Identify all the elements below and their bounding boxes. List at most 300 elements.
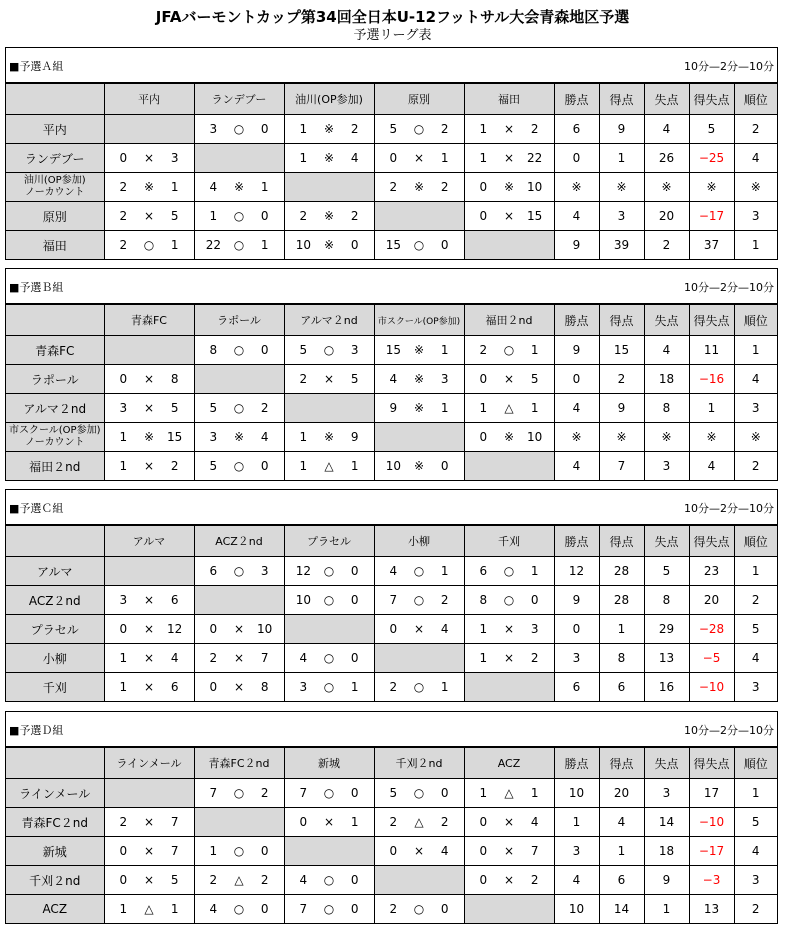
score-for: 1 xyxy=(119,459,128,473)
match-result xyxy=(284,452,374,481)
score-against: 4 xyxy=(350,151,359,165)
goals-against-cell: 3 xyxy=(644,452,689,481)
goals-against-cell: 8 xyxy=(644,394,689,423)
league-table xyxy=(6,747,777,923)
row-team-name: アルマ xyxy=(6,557,104,586)
score-against: 0 xyxy=(440,786,449,800)
score-for: 9 xyxy=(389,401,398,415)
match-result xyxy=(194,837,284,866)
result-mark: ○ xyxy=(413,238,425,252)
result-mark: × xyxy=(143,680,155,694)
column-team-header: 福田２nd xyxy=(464,305,554,336)
self-match-cell xyxy=(374,866,464,895)
rank-cell: 2 xyxy=(734,586,777,615)
score-for: 0 xyxy=(209,680,218,694)
result-mark: ※ xyxy=(413,401,425,415)
score-for: 4 xyxy=(299,651,308,665)
score-against: 1 xyxy=(440,680,449,694)
result-mark: ○ xyxy=(413,593,425,607)
stat-header: 順位 xyxy=(734,84,777,115)
result-mark: ○ xyxy=(233,343,245,357)
match-result xyxy=(104,452,194,481)
result-mark: ※ xyxy=(323,151,335,165)
result-mark: × xyxy=(323,815,335,829)
rank-cell: 2 xyxy=(734,115,777,144)
stat-header: 勝点 xyxy=(554,748,599,779)
match-result xyxy=(374,837,464,866)
column-team-header: 市スクール(OP参加) xyxy=(374,305,464,336)
corner-cell xyxy=(6,84,104,115)
score-for: 3 xyxy=(209,122,218,136)
score-for: 1 xyxy=(209,209,218,223)
result-mark: ○ xyxy=(323,564,335,578)
score-against: 2 xyxy=(530,873,539,887)
score-for: 2 xyxy=(389,180,398,194)
goals-against-cell: 26 xyxy=(644,144,689,173)
goal-difference-cell: −28 xyxy=(689,615,734,644)
score-for: 4 xyxy=(209,902,218,916)
goal-difference-cell: 1 xyxy=(689,394,734,423)
score-for: 1 xyxy=(119,680,128,694)
match-result xyxy=(194,231,284,260)
score-for: 5 xyxy=(299,343,308,357)
stat-header: 得点 xyxy=(599,305,644,336)
score-against: 2 xyxy=(440,180,449,194)
match-result xyxy=(374,115,464,144)
goals-against-cell: 14 xyxy=(644,808,689,837)
table-row xyxy=(6,615,777,644)
self-match-cell xyxy=(284,173,374,202)
match-result xyxy=(284,423,374,452)
column-team-header: 新城 xyxy=(284,748,374,779)
rank-cell: 3 xyxy=(734,202,777,231)
table-row xyxy=(6,866,777,895)
match-result xyxy=(464,866,554,895)
result-mark: × xyxy=(143,873,155,887)
score-for: 0 xyxy=(389,151,398,165)
goals-for-cell: 1 xyxy=(599,837,644,866)
score-against: 5 xyxy=(170,873,179,887)
row-team-name: プラセル xyxy=(6,615,104,644)
points-cell: ※ xyxy=(554,173,599,202)
table-row xyxy=(6,365,777,394)
score-for: 6 xyxy=(209,564,218,578)
group-header xyxy=(6,269,777,304)
rank-cell: ※ xyxy=(734,173,777,202)
score-for: 12 xyxy=(295,564,311,578)
row-team-name: ラポール xyxy=(6,365,104,394)
match-result xyxy=(194,452,284,481)
table-row xyxy=(6,586,777,615)
corner-cell xyxy=(6,748,104,779)
self-match-cell xyxy=(104,336,194,365)
score-for: 1 xyxy=(299,459,308,473)
match-result xyxy=(464,336,554,365)
score-against: 8 xyxy=(260,680,269,694)
result-mark: × xyxy=(143,372,155,386)
goals-against-cell: 13 xyxy=(644,644,689,673)
score-against: 1 xyxy=(440,151,449,165)
goal-difference-cell: ※ xyxy=(689,173,734,202)
points-cell: 6 xyxy=(554,115,599,144)
score-against: 3 xyxy=(350,343,359,357)
result-mark: △ xyxy=(234,873,244,887)
match-result xyxy=(284,779,374,808)
self-match-cell xyxy=(194,808,284,837)
result-mark: ○ xyxy=(413,122,425,136)
match-result xyxy=(464,115,554,144)
result-mark: ○ xyxy=(323,873,335,887)
result-mark: × xyxy=(233,622,245,636)
points-cell: 4 xyxy=(554,866,599,895)
points-cell: 3 xyxy=(554,644,599,673)
result-mark: × xyxy=(413,151,425,165)
result-mark: × xyxy=(143,151,155,165)
stat-header: 順位 xyxy=(734,305,777,336)
score-for: 3 xyxy=(209,430,218,444)
score-for: 2 xyxy=(119,209,128,223)
stat-header: 勝点 xyxy=(554,305,599,336)
score-for: 1 xyxy=(479,401,488,415)
goals-for-cell: 20 xyxy=(599,779,644,808)
rank-cell: 4 xyxy=(734,144,777,173)
column-team-header: 小柳 xyxy=(374,526,464,557)
result-mark: ※ xyxy=(413,372,425,386)
goal-difference-cell: −17 xyxy=(689,202,734,231)
result-mark: ○ xyxy=(233,786,245,800)
score-for: 2 xyxy=(299,372,308,386)
match-result xyxy=(104,365,194,394)
row-team-name: 千刈 xyxy=(6,673,104,702)
score-for: 1 xyxy=(299,122,308,136)
score-against: 0 xyxy=(260,459,269,473)
result-mark: × xyxy=(143,622,155,636)
result-mark: ※ xyxy=(143,430,155,444)
stat-header: 得失点 xyxy=(689,305,734,336)
score-against: 2 xyxy=(440,593,449,607)
match-result xyxy=(104,144,194,173)
self-match-cell xyxy=(104,779,194,808)
score-against: 0 xyxy=(440,238,449,252)
score-for: 7 xyxy=(299,786,308,800)
score-against: 15 xyxy=(527,209,543,223)
points-cell: 4 xyxy=(554,452,599,481)
stat-header: 得失点 xyxy=(689,526,734,557)
score-against: 2 xyxy=(440,122,449,136)
score-against: 10 xyxy=(527,430,543,444)
group-name: ■予選Ｄ組 xyxy=(9,724,64,737)
self-match-cell xyxy=(374,644,464,673)
score-against: 1 xyxy=(350,815,359,829)
row-team-name: ラインメール xyxy=(6,779,104,808)
table-row xyxy=(6,336,777,365)
score-for: 0 xyxy=(479,209,488,223)
result-mark: ○ xyxy=(323,902,335,916)
result-mark: ○ xyxy=(233,209,245,223)
match-result xyxy=(104,673,194,702)
result-mark: × xyxy=(413,622,425,636)
stat-header: 勝点 xyxy=(554,526,599,557)
self-match-cell xyxy=(374,423,464,452)
result-mark: × xyxy=(233,651,245,665)
table-row xyxy=(6,423,777,452)
score-against: 2 xyxy=(350,122,359,136)
self-match-cell xyxy=(194,586,284,615)
score-against: 3 xyxy=(170,151,179,165)
match-result xyxy=(104,586,194,615)
match-result xyxy=(464,202,554,231)
score-for: 3 xyxy=(119,401,128,415)
match-result xyxy=(374,673,464,702)
result-mark: ○ xyxy=(413,680,425,694)
stat-header: 失点 xyxy=(644,84,689,115)
self-match-cell xyxy=(464,673,554,702)
match-result xyxy=(464,144,554,173)
score-against: 1 xyxy=(530,343,539,357)
score-against: 4 xyxy=(260,430,269,444)
score-against: 1 xyxy=(260,238,269,252)
result-mark: ※ xyxy=(233,430,245,444)
result-mark: ○ xyxy=(413,564,425,578)
score-against: 9 xyxy=(350,430,359,444)
match-result xyxy=(104,644,194,673)
result-mark: △ xyxy=(414,815,424,829)
result-mark: × xyxy=(143,844,155,858)
score-for: 0 xyxy=(119,151,128,165)
goals-for-cell: 1 xyxy=(599,615,644,644)
result-mark: ※ xyxy=(503,180,515,194)
score-for: 0 xyxy=(209,622,218,636)
score-against: 2 xyxy=(440,815,449,829)
score-for: 3 xyxy=(119,593,128,607)
league-table xyxy=(6,304,777,480)
group-1 xyxy=(5,268,778,481)
result-mark: × xyxy=(143,593,155,607)
table-row xyxy=(6,452,777,481)
result-mark: × xyxy=(503,151,515,165)
score-against: 1 xyxy=(170,902,179,916)
match-result xyxy=(194,866,284,895)
table-row xyxy=(6,895,777,924)
row-team-name: 原別 xyxy=(6,202,104,231)
goals-for-cell: 4 xyxy=(599,808,644,837)
rank-cell: 1 xyxy=(734,557,777,586)
result-mark: ○ xyxy=(323,786,335,800)
table-row xyxy=(6,808,777,837)
self-match-cell xyxy=(284,615,374,644)
match-result xyxy=(194,115,284,144)
goals-against-cell: 3 xyxy=(644,779,689,808)
row-team-name: 千刈２nd xyxy=(6,866,104,895)
points-cell: 0 xyxy=(554,615,599,644)
goal-difference-cell: 11 xyxy=(689,336,734,365)
match-result xyxy=(194,779,284,808)
score-against: 6 xyxy=(170,593,179,607)
stat-header: 得失点 xyxy=(689,84,734,115)
score-for: 15 xyxy=(385,343,401,357)
match-result xyxy=(284,673,374,702)
score-for: 2 xyxy=(119,238,128,252)
match-result xyxy=(194,336,284,365)
match-result xyxy=(464,586,554,615)
goal-difference-cell: ※ xyxy=(689,423,734,452)
match-result xyxy=(284,808,374,837)
points-cell: 1 xyxy=(554,808,599,837)
points-cell: 9 xyxy=(554,231,599,260)
goals-against-cell: 2 xyxy=(644,231,689,260)
score-for: 5 xyxy=(209,401,218,415)
score-against: 3 xyxy=(440,372,449,386)
score-for: 0 xyxy=(479,815,488,829)
column-team-header: 平内 xyxy=(104,84,194,115)
match-time: 10分—2分—10分 xyxy=(684,60,774,73)
match-result xyxy=(284,895,374,924)
table-row xyxy=(6,144,777,173)
result-mark: × xyxy=(233,680,245,694)
self-match-cell xyxy=(374,202,464,231)
score-for: 0 xyxy=(479,180,488,194)
stat-header: 失点 xyxy=(644,748,689,779)
goal-difference-cell: 17 xyxy=(689,779,734,808)
stat-header: 得点 xyxy=(599,526,644,557)
league-table xyxy=(6,83,777,259)
score-against: 5 xyxy=(170,209,179,223)
score-for: 5 xyxy=(209,459,218,473)
goals-for-cell: 39 xyxy=(599,231,644,260)
match-result xyxy=(284,586,374,615)
goal-difference-cell: 20 xyxy=(689,586,734,615)
match-result xyxy=(104,866,194,895)
match-result xyxy=(374,452,464,481)
score-for: 22 xyxy=(205,238,221,252)
score-for: 1 xyxy=(479,651,488,665)
score-for: 10 xyxy=(295,593,311,607)
score-against: 4 xyxy=(440,844,449,858)
result-mark: ○ xyxy=(233,238,245,252)
score-against: 3 xyxy=(530,622,539,636)
score-for: 1 xyxy=(479,151,488,165)
score-against: 12 xyxy=(167,622,183,636)
goals-against-cell: 1 xyxy=(644,895,689,924)
goal-difference-cell: −25 xyxy=(689,144,734,173)
result-mark: ※ xyxy=(323,122,335,136)
self-match-cell xyxy=(284,394,374,423)
score-against: 4 xyxy=(530,815,539,829)
score-for: 4 xyxy=(389,372,398,386)
league-table xyxy=(6,525,777,701)
score-for: 0 xyxy=(479,430,488,444)
score-for: 5 xyxy=(389,122,398,136)
column-team-header: 福田 xyxy=(464,84,554,115)
score-for: 0 xyxy=(119,873,128,887)
points-cell: 12 xyxy=(554,557,599,586)
result-mark: × xyxy=(143,815,155,829)
match-result xyxy=(284,365,374,394)
goal-difference-cell: −10 xyxy=(689,673,734,702)
points-cell: 6 xyxy=(554,673,599,702)
score-against: 2 xyxy=(260,786,269,800)
score-against: 7 xyxy=(170,844,179,858)
goals-for-cell: 3 xyxy=(599,202,644,231)
score-against: 0 xyxy=(260,209,269,223)
goal-difference-cell: 23 xyxy=(689,557,734,586)
score-for: 0 xyxy=(119,622,128,636)
goals-for-cell: 15 xyxy=(599,336,644,365)
match-result xyxy=(104,837,194,866)
goals-against-cell: 20 xyxy=(644,202,689,231)
score-for: 8 xyxy=(479,593,488,607)
result-mark: ○ xyxy=(323,593,335,607)
result-mark: × xyxy=(503,372,515,386)
score-against: 10 xyxy=(527,180,543,194)
group-2 xyxy=(5,489,778,702)
result-mark: ○ xyxy=(413,902,425,916)
row-team-name: 青森FC xyxy=(6,336,104,365)
score-against: 0 xyxy=(350,873,359,887)
result-mark: ○ xyxy=(233,564,245,578)
score-against: 1 xyxy=(530,401,539,415)
score-for: 0 xyxy=(479,844,488,858)
column-team-header: 千刈２nd xyxy=(374,748,464,779)
score-against: 7 xyxy=(170,815,179,829)
points-cell: 4 xyxy=(554,202,599,231)
goals-against-cell: ※ xyxy=(644,173,689,202)
score-for: 0 xyxy=(389,622,398,636)
header-row xyxy=(6,526,777,557)
score-for: 7 xyxy=(389,593,398,607)
match-result xyxy=(104,895,194,924)
score-against: 0 xyxy=(440,459,449,473)
page-title: JFAバーモントカップ第34回全日本U-12フットサル大会青森地区予選 xyxy=(155,8,630,26)
result-mark: ○ xyxy=(323,343,335,357)
score-against: 7 xyxy=(530,844,539,858)
stat-header: 得点 xyxy=(599,748,644,779)
row-team-name: 小柳 xyxy=(6,644,104,673)
match-result xyxy=(194,673,284,702)
result-mark: ○ xyxy=(413,786,425,800)
corner-cell xyxy=(6,305,104,336)
score-against: 4 xyxy=(440,622,449,636)
rank-cell: 4 xyxy=(734,837,777,866)
row-team-name: アルマ２nd xyxy=(6,394,104,423)
rank-cell: 4 xyxy=(734,365,777,394)
rank-cell: 3 xyxy=(734,394,777,423)
points-cell: 10 xyxy=(554,779,599,808)
score-against: 2 xyxy=(530,651,539,665)
match-result xyxy=(194,423,284,452)
goals-against-cell: 29 xyxy=(644,615,689,644)
column-team-header: プラセル xyxy=(284,526,374,557)
group-name: ■予選Ａ組 xyxy=(9,60,64,73)
column-team-header: 原別 xyxy=(374,84,464,115)
column-team-header: ACZ xyxy=(464,748,554,779)
group-name: ■予選Ｂ組 xyxy=(9,281,64,294)
points-cell: ※ xyxy=(554,423,599,452)
row-team-name: 市スクール(OP参加) ノーカウント xyxy=(6,423,104,452)
score-for: 0 xyxy=(389,844,398,858)
row-team-name: ACZ２nd xyxy=(6,586,104,615)
match-result xyxy=(374,365,464,394)
match-result xyxy=(104,173,194,202)
score-against: 5 xyxy=(350,372,359,386)
self-match-cell xyxy=(194,144,284,173)
column-team-header: アルマ２nd xyxy=(284,305,374,336)
match-time: 10分—2分—10分 xyxy=(684,502,774,515)
column-team-header: ランデブー xyxy=(194,84,284,115)
points-cell: 0 xyxy=(554,365,599,394)
score-for: 1 xyxy=(119,651,128,665)
stat-header: 得点 xyxy=(599,84,644,115)
